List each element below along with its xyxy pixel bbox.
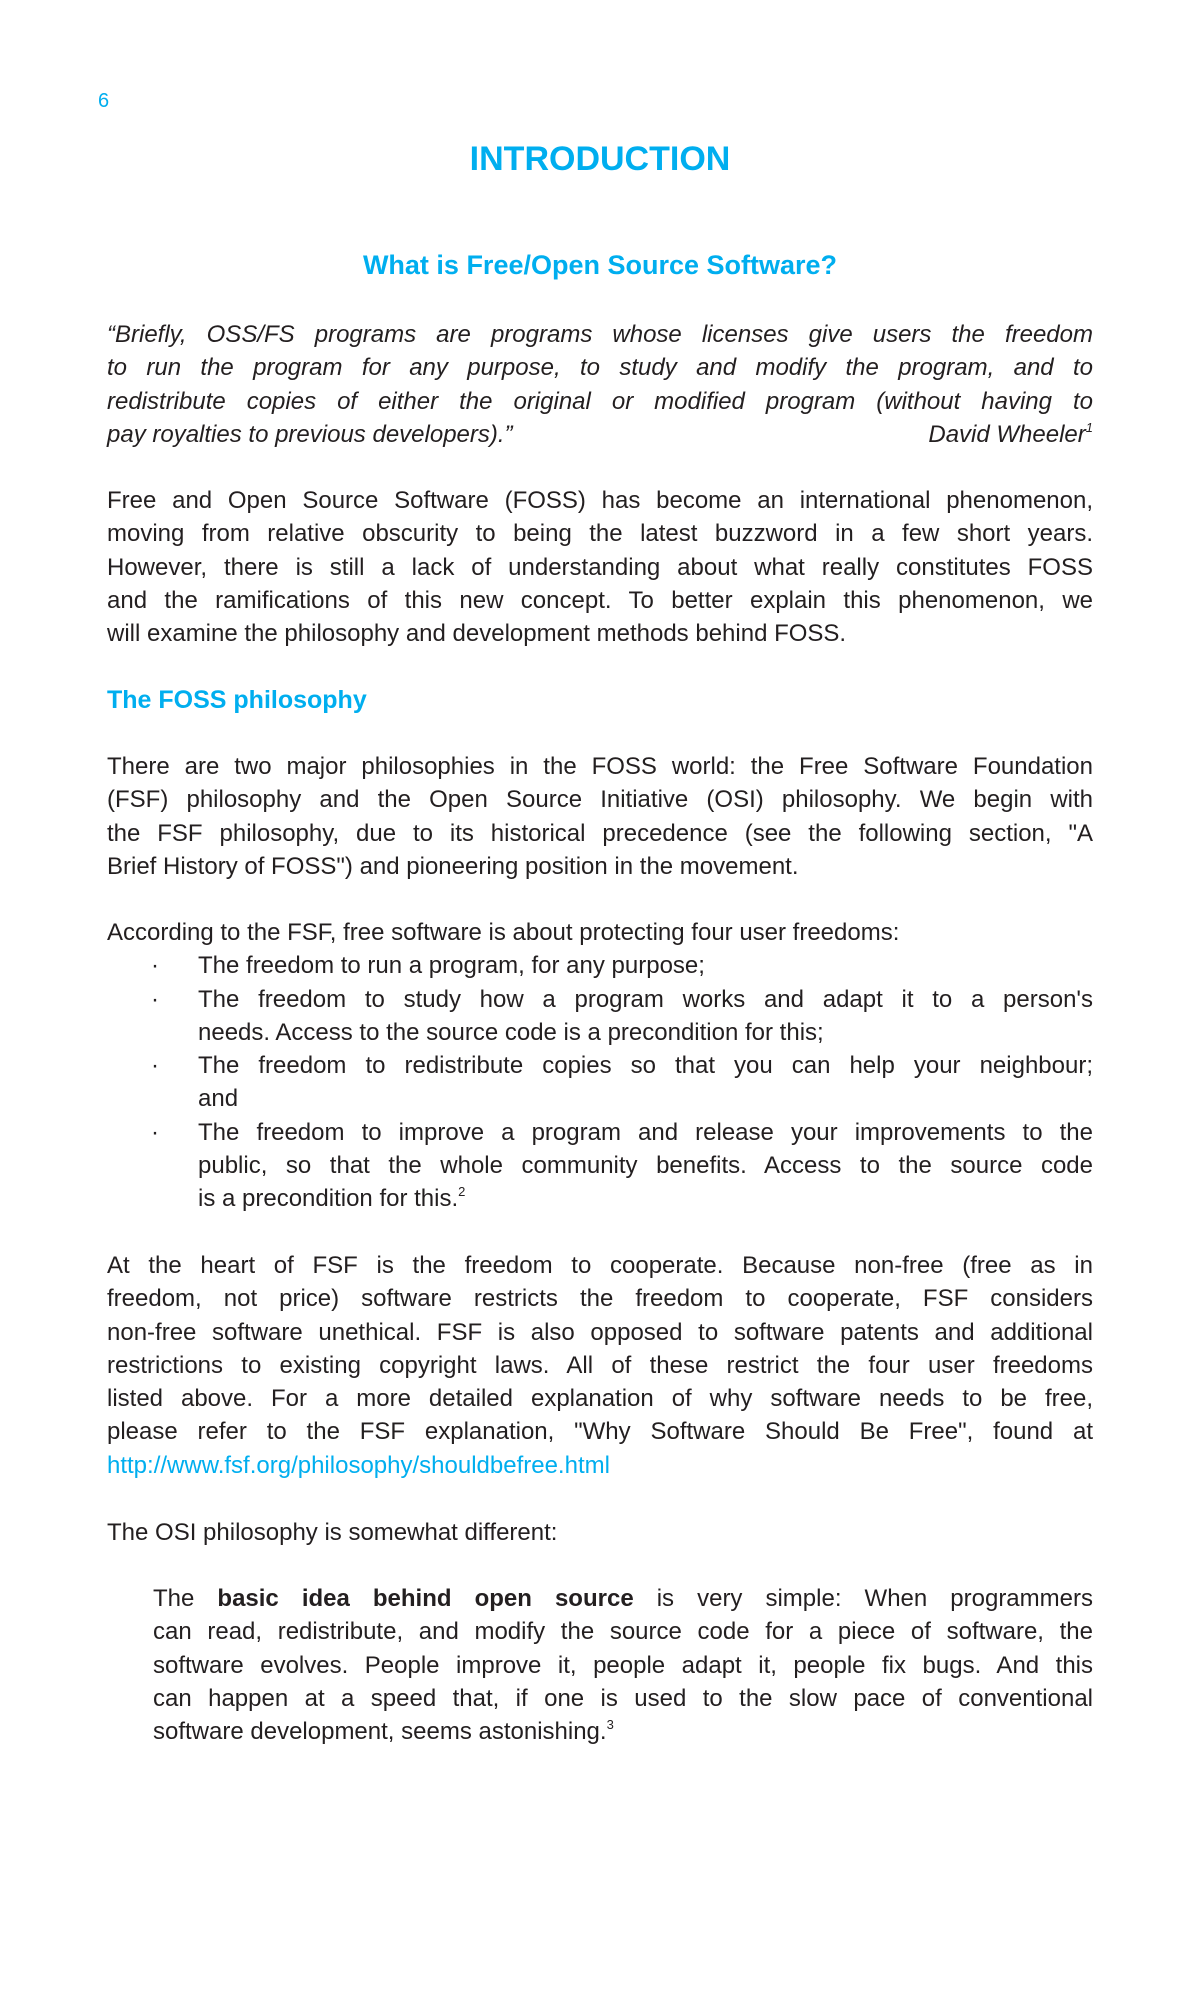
footnote-ref[interactable]: 1 xyxy=(1085,419,1093,435)
list-item-line: public, so that the whole community benefits. Access to the source code xyxy=(198,1152,1093,1180)
list-item-line: The freedom to study how a program works and adapt it to a person's xyxy=(198,985,1093,1013)
quote-line: redistribute copies of either the original or modified program (without having to xyxy=(107,387,1093,415)
paragraph-line: and the ramifications of this new concept. To better explain this phenomenon, we xyxy=(107,586,1093,614)
osi-intro xyxy=(107,1516,1093,1549)
paragraph-line: Brief History of FOSS") and pioneering position in the movement. xyxy=(107,852,799,880)
heart-paragraph xyxy=(107,1249,1093,1482)
bullet-icon: · xyxy=(151,1118,159,1146)
quote-text: software development, seems astonishing. xyxy=(153,1718,607,1746)
paragraph-line: There are two major philosophies in the FOSS world: the Free Software Foundation xyxy=(107,753,1093,780)
attribution-name: David Wheeler xyxy=(928,420,1086,448)
list-item-line: and xyxy=(198,1085,239,1113)
bullet-icon: · xyxy=(151,952,159,980)
bullet-icon: · xyxy=(151,985,159,1013)
quote-text: is very simple: When programmers xyxy=(633,1585,1093,1612)
footnote-ref[interactable]: 3 xyxy=(606,1717,614,1733)
intro-paragraph xyxy=(107,484,1093,650)
quote-line: “Briefly, OSS/FS programs are programs whose licenses give users the freedom xyxy=(107,321,1093,348)
quote-attribution xyxy=(928,418,1093,451)
quote-last-line: pay royalties to previous developers).” xyxy=(107,420,513,448)
list-item-text: is a precondition for this. xyxy=(198,1185,459,1213)
list-item-line: The freedom to run a program, for any purpose; xyxy=(198,952,705,980)
section-heading: What is Free/Open Source Software? xyxy=(362,250,838,280)
quote-line xyxy=(107,418,1093,451)
paragraph-line: restrictions to existing copyright laws. All of these restrict the four user freedoms xyxy=(107,1351,1093,1379)
paragraph-line: will examine the philosophy and development methods behind FOSS. xyxy=(107,620,847,648)
paragraph-line: Free and Open Source Software (FOSS) has become an international phenomenon, xyxy=(107,487,1093,514)
paragraph-line: At the heart of FSF is the freedom to cooperate. Because non-free (free as in xyxy=(107,1252,1093,1279)
paragraph-line: the FSF philosophy, due to its historical precedence (see the following section, "A xyxy=(107,819,1093,847)
freedoms-intro: According to the FSF, free software is about protecting four user freedoms: xyxy=(107,919,900,946)
chapter-title: INTRODUCTION xyxy=(469,140,731,178)
freedoms-list xyxy=(107,916,1093,1216)
page-number: 6 xyxy=(98,90,110,112)
quote-line: to run the program for any purpose, to study and modify the program, and to xyxy=(107,354,1093,382)
philosophy-paragraph xyxy=(107,750,1093,883)
osi-quote xyxy=(153,1582,1093,1748)
list-item xyxy=(107,1049,1093,1116)
list-item xyxy=(107,983,1093,1050)
paragraph-line: The OSI philosophy is somewhat different: xyxy=(107,1519,558,1546)
quote-bold-text: basic idea behind open source xyxy=(217,1585,634,1612)
paragraph-line: listed above. For a more detailed explanation of why software needs to be free, xyxy=(107,1385,1093,1413)
paragraph-line: moving from relative obscurity to being the latest buzzword in a few short years. xyxy=(107,520,1093,548)
quote-text: The xyxy=(153,1585,218,1612)
quote-line xyxy=(153,1715,1093,1748)
paragraph-line: (FSF) philosophy and the Open Source Initiative (OSI) philosophy. We begin with xyxy=(107,786,1093,814)
paragraph-line: However, there is still a lack of understanding about what really constitutes FOSS xyxy=(107,553,1093,581)
paragraph-line: freedom, not price) software restricts the freedom to cooperate, FSF considers xyxy=(107,1285,1093,1313)
list-item xyxy=(107,1116,1093,1216)
list-item-line: The freedom to improve a program and release your improvements to the xyxy=(198,1118,1093,1146)
list-item xyxy=(107,949,1093,982)
quote-line: software evolves. People improve it, people adapt it, people fix bugs. And this xyxy=(153,1651,1093,1679)
paragraph-line: non-free software unethical. FSF is also opposed to software patents and additional xyxy=(107,1318,1093,1346)
paragraph-line: please refer to the FSF explanation, "Why Software Should Be Free", found at xyxy=(107,1418,1093,1446)
list-item-line: The freedom to redistribute copies so that you can help your neighbour; xyxy=(198,1052,1093,1080)
epigraph-quote xyxy=(107,318,1093,451)
list-item-line: needs. Access to the source code is a precondition for this; xyxy=(198,1018,824,1046)
quote-line xyxy=(153,1582,1093,1615)
subheading-foss-philosophy: The FOSS philosophy xyxy=(107,686,367,714)
quote-line: can happen at a speed that, if one is used to the slow pace of conventional xyxy=(153,1684,1093,1712)
quote-line: can read, redistribute, and modify the source code for a piece of software, the xyxy=(153,1618,1093,1646)
bullet-icon: · xyxy=(151,1052,159,1080)
footnote-ref[interactable]: 2 xyxy=(458,1184,466,1200)
list-item-line xyxy=(198,1182,1093,1215)
fsf-link[interactable]: http://www.fsf.org/philosophy/shouldbefree.html xyxy=(107,1451,610,1479)
